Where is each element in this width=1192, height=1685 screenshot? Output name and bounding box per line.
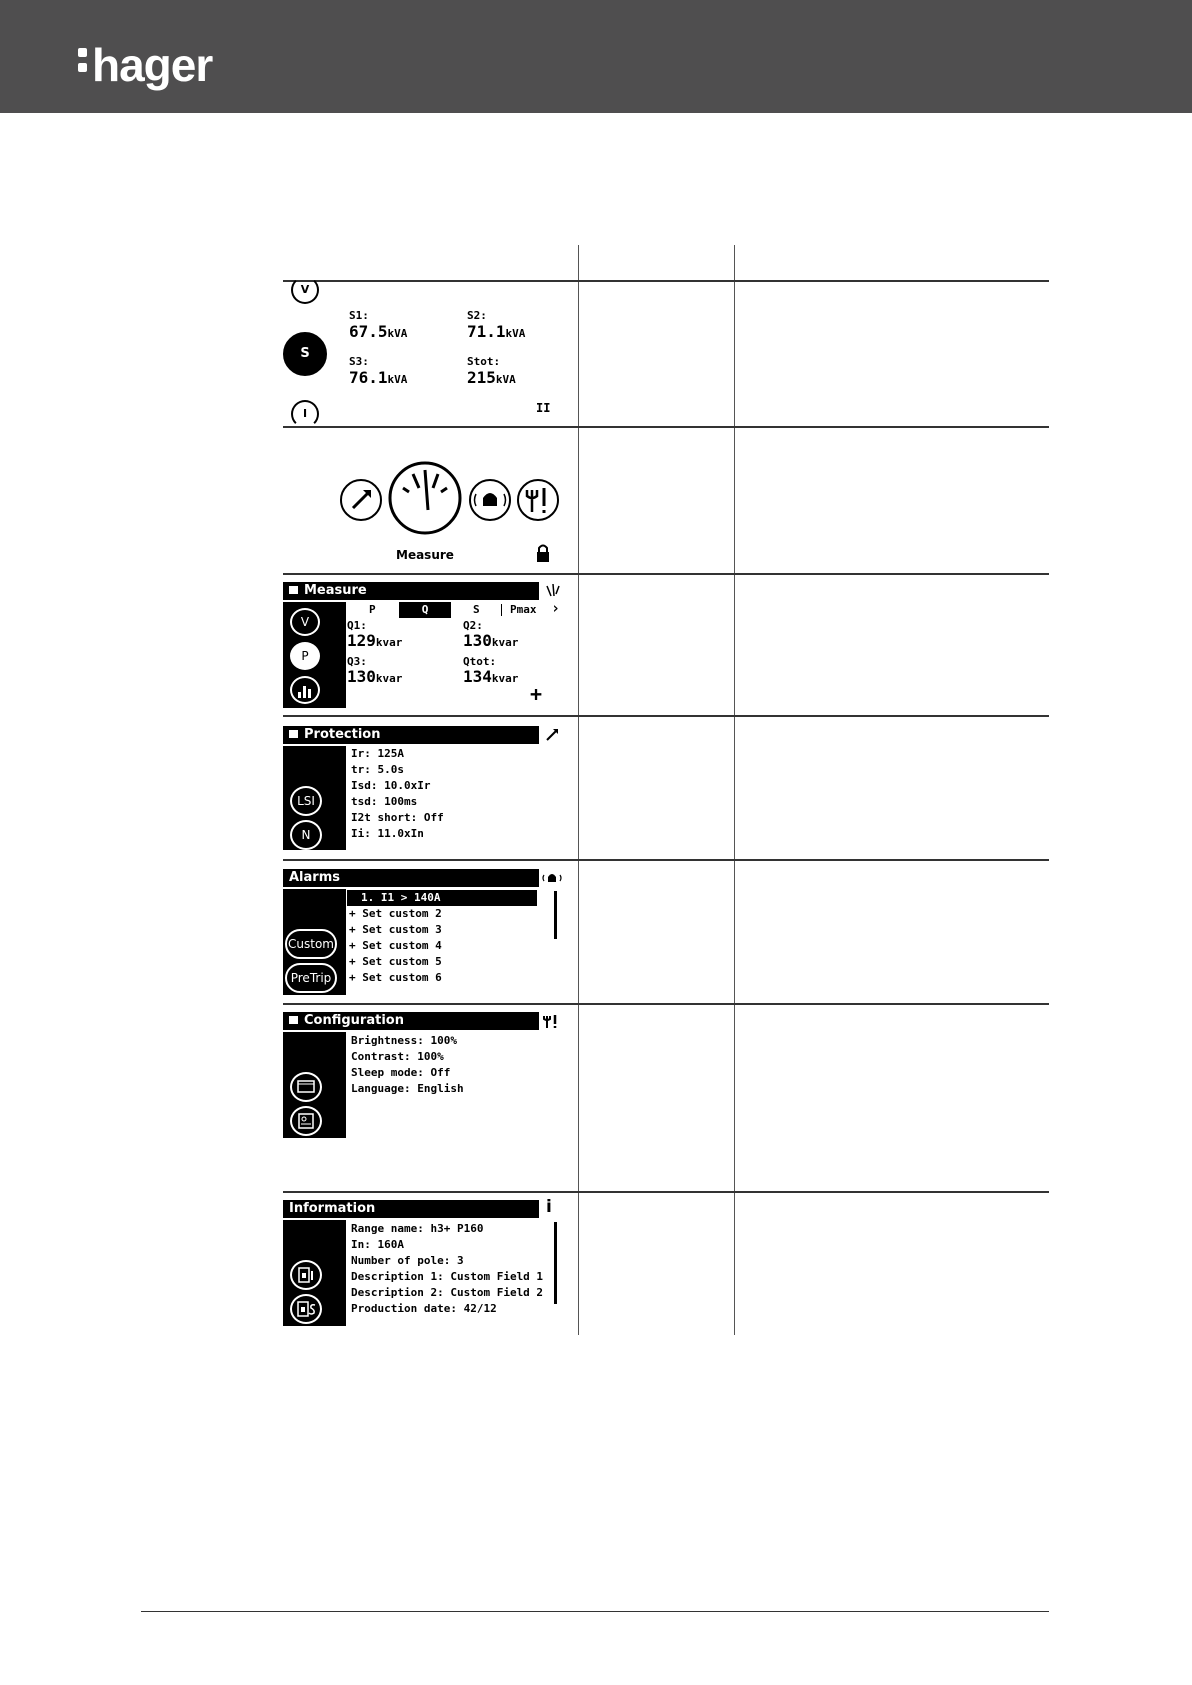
- title-bar: Protection: [283, 726, 539, 744]
- lock-icon: [289, 1016, 298, 1024]
- qtot-label: Qtot:: [463, 655, 497, 668]
- side-menu: [283, 746, 346, 850]
- lock-icon: [289, 586, 298, 594]
- s1-label: S1:: [349, 309, 369, 322]
- side-menu: [283, 602, 346, 708]
- menu-label: Measure: [396, 548, 454, 562]
- configuration-tools-icon: [518, 480, 558, 520]
- system-settings-icon[interactable]: [290, 1106, 322, 1136]
- s3-label: S3:: [349, 355, 369, 368]
- protection-line: tr: 5.0s: [351, 763, 404, 776]
- info-icon: i: [546, 1197, 552, 1217]
- measure-mini-icon: [543, 582, 563, 600]
- config-line: Sleep mode: Off: [351, 1066, 451, 1079]
- breaker-info-icon[interactable]: [290, 1260, 322, 1290]
- tab-divider: [501, 604, 502, 616]
- tab-p[interactable]: P: [369, 603, 376, 616]
- footer-rule: [141, 1611, 1049, 1612]
- row-divider: [283, 715, 1049, 717]
- q1-value: 129: [347, 631, 376, 650]
- alarm-item-selected[interactable]: 1. I1 > 140A: [347, 890, 537, 906]
- screen-protection: [283, 726, 563, 856]
- info-line: In: 160A: [351, 1238, 404, 1251]
- tab-pmax[interactable]: Pmax: [510, 603, 537, 616]
- protection-line: Ii: 11.0xIn: [351, 827, 424, 840]
- alarm-item[interactable]: + Set custom 6: [349, 971, 442, 984]
- side-menu: [283, 889, 346, 995]
- stot-label: Stot:: [467, 355, 501, 368]
- stot-unit: kVA: [495, 373, 516, 386]
- scroll-indicator: [340, 1034, 343, 1046]
- qtot-unit: kvar: [491, 672, 519, 685]
- row-divider: [283, 1191, 1049, 1193]
- v-tab-button[interactable]: V: [290, 608, 320, 636]
- s3-unit: kVA: [387, 373, 408, 386]
- protection-gauge-icon: [341, 480, 381, 520]
- alarm-item[interactable]: + Set custom 2: [349, 907, 442, 920]
- chevron-right-icon[interactable]: ›: [551, 599, 561, 617]
- title-bar: Alarms: [283, 869, 539, 887]
- title-bar: Configuration: [283, 1012, 539, 1030]
- protection-line: Ir: 125A: [351, 747, 404, 760]
- q2-value: 130: [463, 631, 492, 650]
- breaker-status-icon[interactable]: [290, 1294, 322, 1324]
- protection-mini-icon: [543, 726, 563, 744]
- scroll-indicator: [340, 638, 343, 648]
- info-line: Range name: h3+ P160: [351, 1222, 484, 1235]
- info-line: Description 2: Custom Field 2: [351, 1286, 544, 1299]
- scroll-indicator: [340, 891, 343, 911]
- page-header: [0, 0, 1192, 113]
- plus-icon[interactable]: +: [530, 682, 543, 706]
- protection-line: tsd: 100ms: [351, 795, 418, 808]
- q2-unit: kvar: [491, 636, 519, 649]
- config-line: Brightness: 100%: [351, 1034, 457, 1047]
- display-settings-icon[interactable]: [290, 1072, 322, 1102]
- s1-unit: kVA: [387, 327, 408, 340]
- s2-unit: kVA: [505, 327, 526, 340]
- pause-icon: II: [536, 401, 551, 415]
- side-menu: [283, 1032, 346, 1138]
- list-scrollbar[interactable]: [554, 1222, 557, 1304]
- info-line: Production date: 42/12: [351, 1302, 497, 1315]
- config-line: Contrast: 100%: [351, 1050, 444, 1063]
- stot-value: 215: [467, 368, 496, 387]
- q3-value: 130: [347, 667, 376, 686]
- s-circle-icon: S: [283, 332, 327, 376]
- logo-dots-icon: [78, 42, 88, 82]
- tools-mini-icon: [541, 1012, 561, 1030]
- column-divider-2: [734, 245, 735, 1335]
- q1-label: Q1:: [347, 619, 367, 632]
- side-menu: [283, 1220, 346, 1326]
- q1-unit: kvar: [375, 636, 403, 649]
- hager-logo: hager: [78, 42, 212, 88]
- title-bar: Measure: [283, 582, 539, 600]
- s2-label: S2:: [467, 309, 487, 322]
- s1-value: 67.5: [349, 322, 388, 341]
- column-divider-1: [578, 245, 579, 1335]
- lock-icon: [537, 546, 549, 563]
- tab-q[interactable]: Q: [399, 602, 451, 618]
- alarm-bell-icon: [470, 480, 510, 520]
- v-circle-icon: V: [291, 276, 319, 304]
- config-line: Language: English: [351, 1082, 464, 1095]
- tab-s[interactable]: S: [473, 603, 480, 616]
- pretrip-tab-button[interactable]: PreTrip: [285, 963, 337, 993]
- alarm-item[interactable]: + Set custom 5: [349, 955, 442, 968]
- screen-information: [283, 1197, 563, 1330]
- screen-configuration: [283, 1012, 563, 1142]
- q2-label: Q2:: [463, 619, 483, 632]
- row-divider: [283, 280, 1049, 282]
- alarm-item[interactable]: + Set custom 3: [349, 923, 442, 936]
- screen-main-menu: [283, 430, 563, 570]
- title-bar: Information: [283, 1200, 539, 1218]
- measure-gauge-icon: [390, 463, 460, 533]
- info-line: Description 1: Custom Field 1: [351, 1270, 544, 1283]
- protection-line: I2t short: Off: [351, 811, 444, 824]
- row-divider: [283, 426, 1049, 428]
- list-scrollbar[interactable]: [554, 891, 557, 939]
- chart-icon[interactable]: [290, 676, 320, 704]
- s2-value: 71.1: [467, 322, 506, 341]
- s3-value: 76.1: [349, 368, 388, 387]
- row-divider: [283, 573, 1049, 575]
- screen-measure: [283, 582, 563, 712]
- alarm-item[interactable]: + Set custom 4: [349, 939, 442, 952]
- q3-label: Q3:: [347, 655, 367, 668]
- screen-alarms: [283, 869, 563, 999]
- lsi-tab-button[interactable]: LSI: [290, 786, 322, 816]
- scroll-indicator: [340, 748, 343, 778]
- qtot-value: 134: [463, 667, 492, 686]
- screen-apparent-power: [283, 284, 563, 424]
- alarm-mini-icon: [541, 869, 563, 887]
- scroll-indicator: [340, 1222, 343, 1234]
- row-divider: [283, 859, 1049, 861]
- lock-icon: [289, 730, 298, 738]
- q3-unit: kvar: [375, 672, 403, 685]
- protection-line: Isd: 10.0xIr: [351, 779, 431, 792]
- i-circle-icon: I: [291, 400, 319, 428]
- n-tab-button[interactable]: N: [290, 820, 322, 850]
- row-divider: [283, 1003, 1049, 1005]
- info-line: Number of pole: 3: [351, 1254, 464, 1267]
- custom-tab-button[interactable]: Custom: [285, 929, 337, 959]
- p-tab-button[interactable]: P: [290, 642, 320, 670]
